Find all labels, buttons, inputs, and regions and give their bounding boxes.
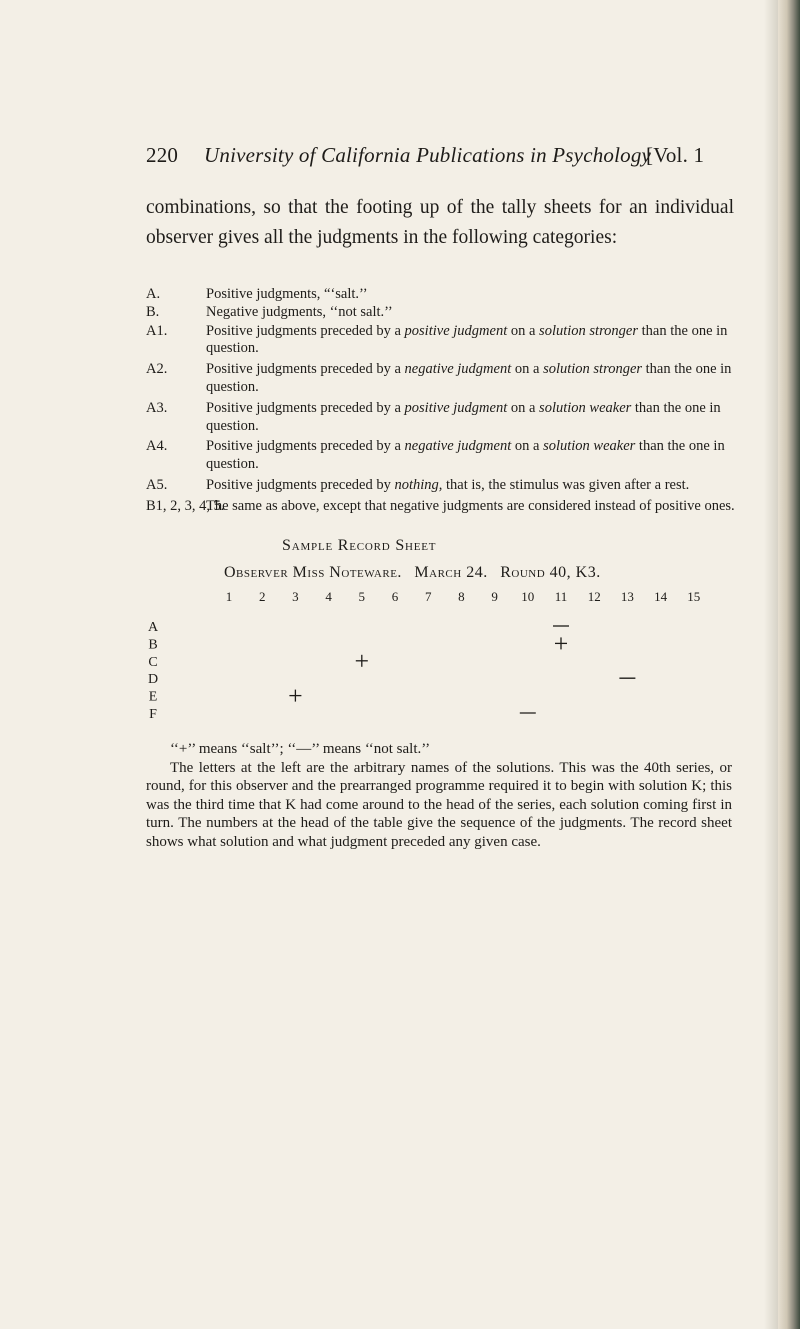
sheet-round: Round 40, K3.: [500, 564, 601, 581]
category-label: B.: [146, 303, 160, 320]
column-number: 4: [325, 589, 332, 604]
sheet-date: March 24.: [414, 564, 488, 581]
category-emphasis: solution stronger: [543, 361, 643, 378]
category-text-part: than the one in question.: [206, 322, 728, 357]
category-label: A2.: [146, 361, 168, 378]
column-number: 9: [491, 589, 498, 604]
row-letter: D: [147, 672, 159, 688]
column-number: 3: [292, 589, 299, 604]
explanation-text: The letters at the left are the arbitrary names of the solutions. This was the 40th series, or round, for this observer and the prearranged programme required it to begin with solution K; this was the third time that K had come around to the head of the series, each solution coming first in turn. The numbers at the head of the table give the sequence of the judgments. The record sheet shows what solution and what judgment preceded any given case.: [146, 759, 732, 850]
column-number: 12: [587, 589, 601, 604]
category-text-part: on a: [511, 438, 544, 455]
plus-mark: [356, 655, 368, 667]
category-text-part: than the one in question.: [206, 361, 732, 395]
category-emphasis: negative judgment: [404, 361, 512, 378]
category-text-part: on a: [511, 361, 544, 378]
category-text-part: Positive judgments preceded by: [206, 476, 395, 493]
column-number: 1: [225, 589, 233, 604]
category-emphasis: solution weaker: [543, 438, 636, 455]
page-number: 220: [146, 143, 179, 167]
category-text-part: than the one in question.: [206, 438, 725, 473]
category-text-part: Positive judgments preceded by a: [206, 322, 405, 339]
plus-mark: [289, 690, 301, 702]
category-label: A3.: [146, 399, 168, 416]
category-text-part: Positive judgments preceded by a: [206, 361, 405, 378]
column-number: 6: [391, 589, 399, 604]
category-text: The same as above, except that negative judgments are considered instead of positive ones.: [206, 497, 735, 514]
explanation-block: [146, 740, 732, 852]
column-number: 13: [620, 589, 634, 604]
sheet-title: Sample Record Sheet: [282, 537, 437, 554]
category-label: B1, 2, 3, 4, 5.: [146, 497, 225, 514]
category-text-part: on a: [507, 322, 540, 339]
category-text-part: on a: [507, 399, 540, 416]
volume-label: [Vol. 1: [646, 143, 705, 167]
category-label: A.: [146, 286, 161, 302]
category-text: Negative judgments, ‘‘not salt.’’: [206, 303, 393, 320]
row-letter: B: [148, 637, 158, 653]
category-label: A5.: [146, 476, 168, 493]
category-label: A4.: [146, 438, 168, 455]
category-emphasis: nothing,: [394, 476, 443, 493]
category-text: Positive judgments, “‘salt.’’: [206, 286, 368, 302]
column-number: 15: [687, 589, 701, 604]
row-letter: F: [149, 707, 157, 720]
running-title: University of California Publications in Psychology: [204, 143, 652, 167]
column-number: 10: [521, 589, 535, 604]
category-emphasis: negative judgment: [404, 438, 512, 455]
category-text-part: that is, the stimulus was given after a rest.: [442, 476, 690, 493]
plus-mark: [555, 637, 567, 649]
category-emphasis: solution stronger: [539, 322, 639, 339]
row-letter: C: [148, 654, 158, 670]
category-text-part: Positive judgments preceded by a: [206, 438, 405, 455]
legend-text: ‘‘+’’ means ‘‘salt’’; ‘‘—’’ means ‘‘not salt.’’: [170, 741, 431, 757]
sheet-observer: Observer Miss Noteware.: [224, 564, 402, 581]
column-number: 2: [258, 589, 266, 604]
row-letter: A: [147, 620, 159, 635]
row-letter: E: [148, 689, 158, 705]
category-text-part: than the one in question.: [206, 399, 721, 434]
category-emphasis: solution weaker: [539, 399, 632, 416]
column-number: 8: [458, 589, 465, 604]
column-number: 14: [654, 589, 668, 604]
category-emphasis: positive judgment: [404, 322, 508, 339]
category-text-part: Positive judgments preceded by a: [206, 399, 405, 416]
column-number: 5: [358, 589, 366, 604]
intro-text: combinations, so that the footing up of the tally sheets for an individual observer gives all the judgments in the following categories:: [146, 197, 734, 248]
category-label: A1.: [146, 322, 168, 339]
category-emphasis: positive judgment: [404, 399, 508, 416]
column-number: 11: [554, 589, 568, 604]
column-number: 7: [424, 589, 432, 604]
